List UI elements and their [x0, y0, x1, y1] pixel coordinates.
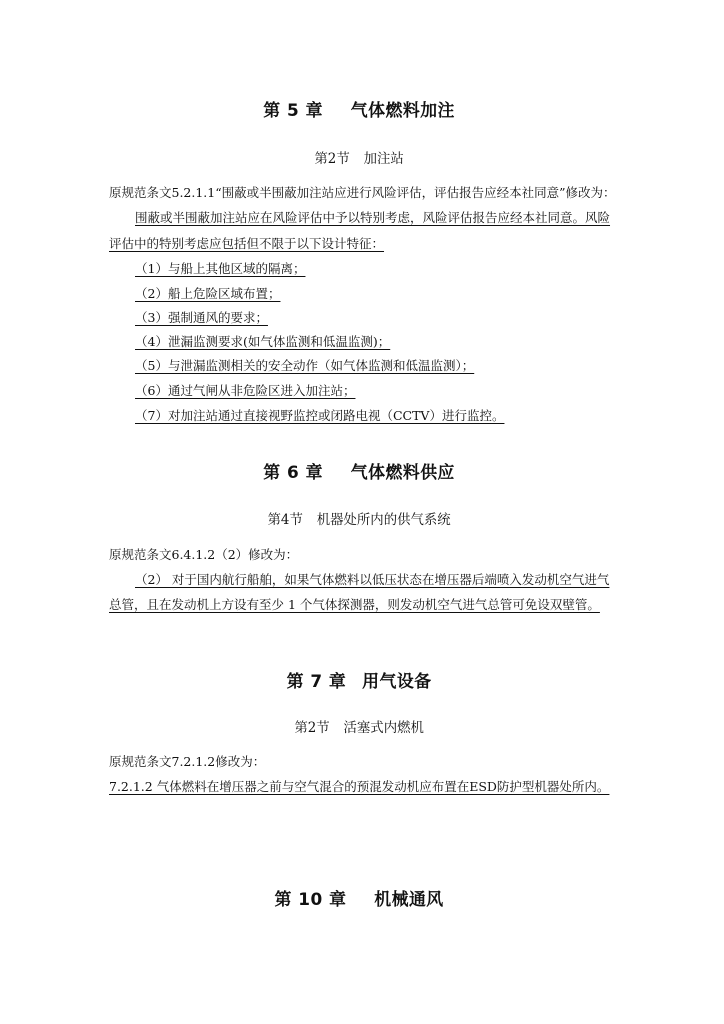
chapter-6-heading [0, 458, 718, 483]
chapter-number: 第 5 章 [263, 101, 323, 121]
section-title: 加注站 [363, 151, 404, 167]
section-number: 第2节 [294, 720, 330, 736]
chapter-number: 第 7 章 [286, 672, 347, 692]
modified-text-line: （2） 对于国内航行船舶，如果气体燃料以低压状态在增压器后端喷入发动机空气进气 [135, 572, 610, 587]
chapter-5-heading [0, 96, 718, 121]
chapter-title: 机械通风 [374, 890, 444, 910]
modified-text-line: 围蔽或半围蔽加注站应在风险评估中予以特别考虑，风险评估报告应经本社同意。风险 [135, 210, 611, 225]
section-7-2-heading [0, 716, 718, 736]
original-clause-5-2-1-1: 原规范条文5.2.1.1“围蔽或半围蔽加注站应进行风险评估，评估报告应经本社同意”修改为： [109, 185, 616, 200]
section-title: 机器处所内的供气系统 [316, 512, 451, 528]
chapter-7-heading [0, 667, 718, 692]
list-item: （6）通过气闸从非危险区进入加注站； [135, 383, 356, 398]
list-item: （7）对加注站通过直接视野监控或闭路电视（CCTV）进行监控。 [135, 408, 505, 423]
list-item: （4）泄漏监测要求(如气体监测和低温监测)； [135, 334, 391, 349]
chapter-10-heading [0, 885, 718, 910]
list-item: （1）与船上其他区域的隔离； [135, 261, 306, 276]
list-item: （2）船上危险区域布置； [135, 286, 281, 301]
section-title: 活塞式内燃机 [343, 720, 424, 736]
list-item: （5）与泄漏监测相关的安全动作（如气体监测和低温监测）； [135, 358, 475, 373]
chapter-title: 气体燃料供应 [350, 463, 455, 483]
section-5-2-heading [0, 147, 718, 167]
original-clause-7-2-1-2: 原规范条文7.2.1.2修改为： [109, 754, 266, 769]
chapter-number: 第 10 章 [274, 890, 347, 910]
section-number: 第2节 [314, 151, 350, 167]
original-clause-6-4-1-2: 原规范条文6.4.1.2（2）修改为： [109, 547, 299, 562]
modified-text-line: 评估中的特别考虑应包括但不限于以下设计特征： [109, 236, 385, 251]
chapter-title: 用气设备 [362, 672, 432, 692]
modified-clause-7-2-1-2: 7.2.1.2 气体燃料在增压器之前与空气混合的预混发动机应布置在ESD防护型机器处所内。 [109, 779, 610, 794]
section-number: 第4节 [267, 512, 303, 528]
chapter-number: 第 6 章 [263, 463, 323, 483]
section-6-4-heading [0, 508, 718, 528]
chapter-title: 气体燃料加注 [350, 101, 455, 121]
list-item: （3）强制通风的要求； [135, 310, 268, 325]
modified-text-line: 总管，且在发动机上方设有至少 1 个气体探测器，则发动机空气进气总管可免设双壁管。 [109, 597, 600, 612]
